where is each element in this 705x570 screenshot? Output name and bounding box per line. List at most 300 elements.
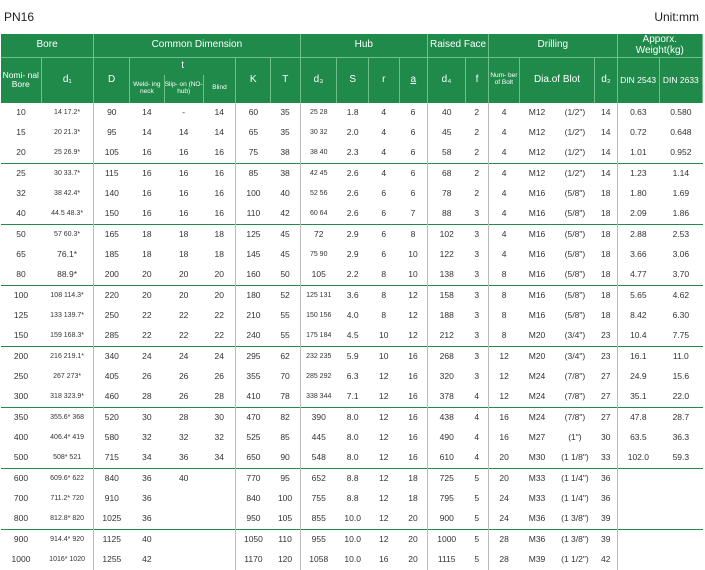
cell-ts: 22 xyxy=(178,310,189,321)
cell-r: 6 xyxy=(381,188,387,199)
cell-D: 140 xyxy=(94,184,130,204)
cell-d3: 105 xyxy=(300,265,337,286)
cell-d2: 14 xyxy=(601,127,611,138)
cell-d4: 900 xyxy=(428,509,466,530)
cell-r: 12 xyxy=(379,513,389,524)
cell-f: 5 xyxy=(474,554,480,565)
cell-w1: 8.42 xyxy=(617,306,659,326)
cell-bolt: M27 xyxy=(528,432,546,443)
cell-f: 3 xyxy=(465,346,488,367)
cell-ts: 28 xyxy=(164,407,203,428)
table-row xyxy=(1,103,703,123)
cell-inch: (1") xyxy=(568,432,582,443)
cell-r: 16 xyxy=(379,554,389,565)
cell-K: 840 xyxy=(236,489,271,509)
cell-n: 8 xyxy=(489,306,520,326)
cell-r: 8 xyxy=(381,269,387,280)
cell-T: 62 xyxy=(271,346,300,367)
cell-T: 40 xyxy=(280,188,290,199)
cell-d3: 75 90 xyxy=(300,245,337,265)
cell-T: 95 xyxy=(271,468,300,489)
cell-S: 6.3 xyxy=(346,371,359,382)
cell-nb: 250 xyxy=(13,371,29,382)
cell-K: 145 xyxy=(236,245,271,265)
cell-tb: 26 xyxy=(214,371,224,382)
cell-n: 20 xyxy=(489,448,520,469)
cell-S: 10.0 xyxy=(337,529,369,550)
cell-ts: 26 xyxy=(178,371,189,382)
cell-ts: 16 xyxy=(178,208,189,219)
cell-f: 4 xyxy=(465,407,488,428)
cell-a: 20 xyxy=(408,554,418,565)
cell-n: 4 xyxy=(489,204,520,225)
cell-n: 24 xyxy=(489,489,520,509)
cell-w2: 0.952 xyxy=(670,147,692,158)
cell-d1: 914.4* 920 xyxy=(41,529,94,550)
cell-d2: 27 xyxy=(595,407,617,428)
col-din2543: DIN 2543 xyxy=(617,58,659,103)
cell-n: 4 xyxy=(489,224,520,245)
cell-tb: 32 xyxy=(214,432,224,443)
cell-w2 xyxy=(659,489,702,509)
cell-K: 210 xyxy=(236,306,271,326)
cell-d4: 320 xyxy=(428,367,466,387)
col-dia-bolt: Dia.of Blot xyxy=(519,58,595,103)
cell-S: 2.6 xyxy=(346,208,359,219)
unit-label: Unit:mm xyxy=(654,10,699,24)
cell-d4: 102 xyxy=(428,224,466,245)
table-row xyxy=(1,245,703,265)
col-group-hub: Hub xyxy=(300,34,427,58)
col-d4: d₄ xyxy=(428,58,466,103)
cell-w2: 0.648 xyxy=(670,127,692,138)
cell-r: 10 xyxy=(379,330,389,341)
cell-S: 2.9 xyxy=(337,224,369,245)
table-row xyxy=(1,224,703,245)
cell-ts xyxy=(164,529,203,550)
cell-d2: 18 xyxy=(601,208,611,219)
cell-S: 2.6 xyxy=(337,163,369,184)
cell-T: 70 xyxy=(280,371,290,382)
cell-r: 8 xyxy=(381,310,387,321)
cell-bolt: M12 xyxy=(528,147,546,158)
cell-tb: 16 xyxy=(203,163,236,184)
col-K: K xyxy=(236,58,271,103)
col-d2: d₂ xyxy=(595,58,617,103)
cell-tb: 28 xyxy=(214,391,224,402)
cell-d2: 33 xyxy=(601,452,611,463)
cell-S: 7.1 xyxy=(346,391,359,402)
cell-d2: 18 xyxy=(595,224,617,245)
cell-bolt: M33 xyxy=(519,468,555,489)
cell-nb: 400 xyxy=(13,432,29,443)
cell-r: 4 xyxy=(369,163,400,184)
cell-tw: 16 xyxy=(142,188,152,199)
cell-inch: (3/4") xyxy=(564,330,586,341)
cell-D: 115 xyxy=(94,163,130,184)
cell-D: 1025 xyxy=(94,509,130,530)
cell-tb: 18 xyxy=(214,249,224,260)
cell-d2: 14 xyxy=(595,163,617,184)
cell-w2: 7.75 xyxy=(672,330,690,341)
table-row xyxy=(1,204,703,225)
cell-a: 18 xyxy=(408,493,418,504)
col-group-raised-face: Raised Face xyxy=(428,34,489,58)
cell-r: 6 xyxy=(381,249,387,260)
cell-w1: 63.5 xyxy=(617,428,659,448)
cell-bolt: M16 xyxy=(528,269,546,280)
cell-n: 12 xyxy=(489,367,520,387)
cell-d1: 508* 521 xyxy=(53,454,82,461)
cell-T: 82 xyxy=(271,407,300,428)
cell-tb xyxy=(203,489,236,509)
cell-n: 28 xyxy=(489,550,520,570)
col-group-drilling: Drilling xyxy=(489,34,617,58)
cell-d3: 72 xyxy=(300,224,337,245)
table-title: PN16 xyxy=(4,10,35,24)
cell-inch: (1/2") xyxy=(564,127,586,138)
col-group-common: Common Dimension xyxy=(94,34,300,58)
cell-w1: 16.1 xyxy=(617,346,659,367)
cell-ts: 24 xyxy=(164,346,203,367)
cell-tb xyxy=(203,550,236,570)
cell-r: 12 xyxy=(379,371,389,382)
table-row xyxy=(1,285,703,306)
cell-d3: 955 xyxy=(300,529,337,550)
cell-S: 3.6 xyxy=(337,285,369,306)
cell-ts: - xyxy=(182,107,186,118)
cell-d1: 159 168.3* xyxy=(50,332,85,339)
cell-d4: 78 xyxy=(428,184,466,204)
cell-T: 55 xyxy=(280,310,290,321)
cell-K: 60 xyxy=(236,103,271,123)
cell-D: 840 xyxy=(94,468,130,489)
cell-f: 4 xyxy=(474,391,480,402)
cell-tb: 22 xyxy=(214,330,224,341)
page-header xyxy=(0,0,705,34)
cell-a: 12 xyxy=(399,285,427,306)
cell-a: 6 xyxy=(410,127,416,138)
cell-r: 6 xyxy=(381,208,387,219)
cell-a: 16 xyxy=(408,432,418,443)
cell-bolt: M20 xyxy=(519,346,555,367)
cell-d1: 711.2* 720 xyxy=(50,495,84,502)
cell-w2: 59.3 xyxy=(672,452,690,463)
cell-T: 78 xyxy=(280,391,290,402)
cell-w1: 5.65 xyxy=(617,285,659,306)
cell-a: 10 xyxy=(408,269,418,280)
cell-a: 20 xyxy=(408,513,418,524)
col-t-slip-on: Slip- on (NO-hub) xyxy=(164,75,203,103)
cell-w2: 28.7 xyxy=(659,407,702,428)
cell-nb: 80 xyxy=(16,269,26,280)
cell-w1: 1.01 xyxy=(617,143,659,164)
cell-tb: 30 xyxy=(203,407,236,428)
cell-T: 110 xyxy=(271,529,300,550)
cell-K: 125 xyxy=(236,224,271,245)
cell-inch: (1/2") xyxy=(555,163,595,184)
cell-D: 250 xyxy=(94,306,130,326)
cell-T: 120 xyxy=(277,554,293,565)
cell-d1: 1016* 1020 xyxy=(49,556,85,563)
cell-a: 6 xyxy=(399,163,427,184)
table-row xyxy=(1,509,703,530)
cell-r: 10 xyxy=(369,346,400,367)
col-nominal-bore: Nomi- nal Bore xyxy=(1,58,41,103)
table-row xyxy=(1,387,703,408)
cell-inch: (5/8") xyxy=(555,224,595,245)
table-row xyxy=(1,184,703,204)
cell-d4: 45 xyxy=(428,123,466,143)
cell-K: 75 xyxy=(236,143,271,164)
cell-d4: 188 xyxy=(428,306,466,326)
cell-n: 4 xyxy=(489,184,520,204)
cell-f: 3 xyxy=(465,285,488,306)
cell-tw: 14 xyxy=(142,127,152,138)
col-group-t: t xyxy=(129,58,235,75)
cell-d3: 42 45 xyxy=(300,163,337,184)
cell-d4: 610 xyxy=(428,448,466,469)
cell-n: 28 xyxy=(489,529,520,550)
cell-tw: 22 xyxy=(142,330,152,341)
cell-tw: 18 xyxy=(142,249,152,260)
cell-inch: (5/8") xyxy=(564,249,586,260)
cell-w1: 0.63 xyxy=(617,103,659,123)
cell-f: 2 xyxy=(474,147,480,158)
cell-n: 4 xyxy=(489,143,520,164)
cell-ts: 16 xyxy=(178,188,189,199)
cell-d1: 44.5 48.3* xyxy=(51,210,84,217)
cell-D: 150 xyxy=(94,204,130,225)
table-row xyxy=(1,468,703,489)
cell-K: 1050 xyxy=(236,529,271,550)
cell-d3: 548 xyxy=(300,448,337,469)
cell-r: 12 xyxy=(379,432,389,443)
table-row xyxy=(1,306,703,326)
cell-w1: 102.0 xyxy=(617,448,659,469)
cell-d4: 438 xyxy=(428,407,466,428)
col-t-welding-neck: Weld- ing neck xyxy=(129,75,164,103)
cell-nb: 500 xyxy=(13,452,29,463)
cell-d1: 355.6* 368 xyxy=(41,407,94,428)
cell-d3: 60 64 xyxy=(300,204,337,225)
cell-d3: 232 235 xyxy=(300,346,337,367)
table-row xyxy=(1,489,703,509)
cell-S: 4.0 xyxy=(346,310,359,321)
cell-S: 8.0 xyxy=(337,407,369,428)
table-row xyxy=(1,265,703,286)
cell-a: 12 xyxy=(408,310,418,321)
cell-K: 180 xyxy=(236,285,271,306)
cell-r: 12 xyxy=(379,493,389,504)
cell-n: 4 xyxy=(489,163,520,184)
cell-tw: 36 xyxy=(142,493,152,504)
col-d1: d₁ xyxy=(41,58,94,103)
cell-f: 2 xyxy=(474,107,480,118)
cell-f: 5 xyxy=(465,529,488,550)
cell-d3: 52 56 xyxy=(300,184,337,204)
cell-d4: 88 xyxy=(428,204,466,225)
cell-D: 460 xyxy=(94,387,130,408)
cell-T: 90 xyxy=(280,452,290,463)
cell-tw: 34 xyxy=(142,452,152,463)
cell-d4: 490 xyxy=(428,428,466,448)
cell-d1: 609.6* 622 xyxy=(41,468,94,489)
cell-nb: 20 xyxy=(16,147,26,158)
cell-tw: 28 xyxy=(142,391,152,402)
cell-K: 470 xyxy=(236,407,271,428)
cell-T: 38 xyxy=(280,147,290,158)
cell-n: 12 xyxy=(489,387,520,408)
cell-w1: 2.88 xyxy=(617,224,659,245)
cell-ts: 16 xyxy=(178,147,189,158)
cell-d1: 812.8* 820 xyxy=(50,515,85,522)
cell-w2: 22.0 xyxy=(672,391,690,402)
cell-nb: 200 xyxy=(1,346,41,367)
cell-tb: 24 xyxy=(203,346,236,367)
cell-n: 8 xyxy=(489,285,520,306)
cell-d1: 38 42.4* xyxy=(54,190,81,197)
cell-r: 12 xyxy=(369,529,400,550)
cell-d3: 175 184 xyxy=(300,326,337,347)
cell-ts: 16 xyxy=(164,163,203,184)
table-row xyxy=(1,407,703,428)
cell-w2: 4.62 xyxy=(659,285,702,306)
col-r: r xyxy=(369,58,400,103)
cell-tw: 42 xyxy=(142,554,152,565)
cell-n: 16 xyxy=(489,407,520,428)
cell-r: 12 xyxy=(379,391,389,402)
cell-d4: 1115 xyxy=(428,550,466,570)
cell-tw: 32 xyxy=(142,432,152,443)
cell-r: 12 xyxy=(379,452,389,463)
cell-bolt: M16 xyxy=(528,249,546,260)
col-number-of-bolt: Num- ber of Bolt xyxy=(489,58,520,103)
cell-D: 580 xyxy=(94,428,130,448)
col-S: S xyxy=(337,58,369,103)
cell-f: 5 xyxy=(474,513,480,524)
cell-w1 xyxy=(617,489,659,509)
cell-S: 8.8 xyxy=(346,493,359,504)
cell-w1: 2.09 xyxy=(617,204,659,225)
cell-ts: 40 xyxy=(164,468,203,489)
cell-tb: 16 xyxy=(214,147,224,158)
cell-w1: 4.77 xyxy=(617,265,659,286)
cell-S: 8.8 xyxy=(337,468,369,489)
col-din2633: DIN 2633 xyxy=(659,58,702,103)
cell-w1 xyxy=(617,550,659,570)
cell-n: 4 xyxy=(489,103,520,123)
cell-d2: 39 xyxy=(601,513,611,524)
cell-S: 5.9 xyxy=(337,346,369,367)
cell-tw: 30 xyxy=(129,407,164,428)
cell-d3: 30 32 xyxy=(300,123,337,143)
cell-d2: 14 xyxy=(601,147,611,158)
cell-K: 770 xyxy=(236,468,271,489)
cell-w1: 1.23 xyxy=(617,163,659,184)
col-t-blind: Blind xyxy=(203,75,236,103)
cell-D: 165 xyxy=(94,224,130,245)
cell-S: 2.6 xyxy=(346,188,359,199)
cell-K: 410 xyxy=(236,387,271,408)
cell-d4: 122 xyxy=(428,245,466,265)
cell-T: 45 xyxy=(280,249,290,260)
cell-a: 7 xyxy=(410,208,416,219)
cell-d1: 30 33.7* xyxy=(41,163,94,184)
cell-D: 520 xyxy=(94,407,130,428)
cell-a: 6 xyxy=(410,188,416,199)
cell-T: 85 xyxy=(280,432,290,443)
cell-f: 2 xyxy=(474,188,480,199)
cell-w2: 15.6 xyxy=(672,371,690,382)
cell-d4: 138 xyxy=(428,265,466,286)
cell-d4: 158 xyxy=(428,285,466,306)
cell-d4: 268 xyxy=(428,346,466,367)
cell-tb: 14 xyxy=(214,127,224,138)
cell-bolt: M24 xyxy=(519,407,555,428)
cell-ts: 22 xyxy=(178,330,189,341)
cell-f: 3 xyxy=(474,310,480,321)
cell-nb: 25 xyxy=(1,163,41,184)
cell-S: 4.5 xyxy=(346,330,359,341)
cell-T: 35 xyxy=(280,127,290,138)
cell-a: 16 xyxy=(408,371,418,382)
cell-r: 8 xyxy=(369,285,400,306)
cell-ts xyxy=(164,489,203,509)
cell-d1: 57 60.3* xyxy=(41,224,94,245)
cell-S: 8.0 xyxy=(346,452,359,463)
cell-w2 xyxy=(659,468,702,489)
cell-a: 8 xyxy=(399,224,427,245)
cell-w1 xyxy=(617,529,659,550)
cell-T: 55 xyxy=(280,330,290,341)
cell-inch: (1 3/8") xyxy=(561,513,589,524)
cell-bolt: M12 xyxy=(528,107,546,118)
cell-bolt: M12 xyxy=(519,163,555,184)
cell-f: 3 xyxy=(474,208,480,219)
cell-T: 42 xyxy=(280,208,290,219)
cell-w2: 1.86 xyxy=(672,208,690,219)
cell-w2 xyxy=(659,529,702,550)
cell-K: 85 xyxy=(236,163,271,184)
cell-nb: 100 xyxy=(1,285,41,306)
cell-inch: (7/8") xyxy=(564,391,586,402)
cell-tb xyxy=(203,529,236,550)
table-row xyxy=(1,550,703,570)
cell-nb: 65 xyxy=(16,249,26,260)
cell-K: 525 xyxy=(236,428,271,448)
cell-a: 10 xyxy=(408,249,418,260)
cell-f: 2 xyxy=(474,127,480,138)
cell-w2: 1.69 xyxy=(672,188,690,199)
cell-d2: 27 xyxy=(601,391,611,402)
cell-tb: 20 xyxy=(203,285,236,306)
cell-nb: 10 xyxy=(16,107,26,118)
cell-a: 12 xyxy=(408,330,418,341)
cell-D: 715 xyxy=(94,448,130,469)
cell-a: 6 xyxy=(410,107,416,118)
cell-w1: 24.9 xyxy=(617,367,659,387)
cell-T: 35 xyxy=(280,107,290,118)
cell-w2: 2.53 xyxy=(659,224,702,245)
cell-f: 3 xyxy=(474,330,480,341)
cell-d1: 216 219.1* xyxy=(41,346,94,367)
cell-ts: 14 xyxy=(178,127,189,138)
cell-D: 220 xyxy=(94,285,130,306)
table-row xyxy=(1,529,703,550)
cell-d2: 23 xyxy=(595,346,617,367)
table-row xyxy=(1,143,703,164)
